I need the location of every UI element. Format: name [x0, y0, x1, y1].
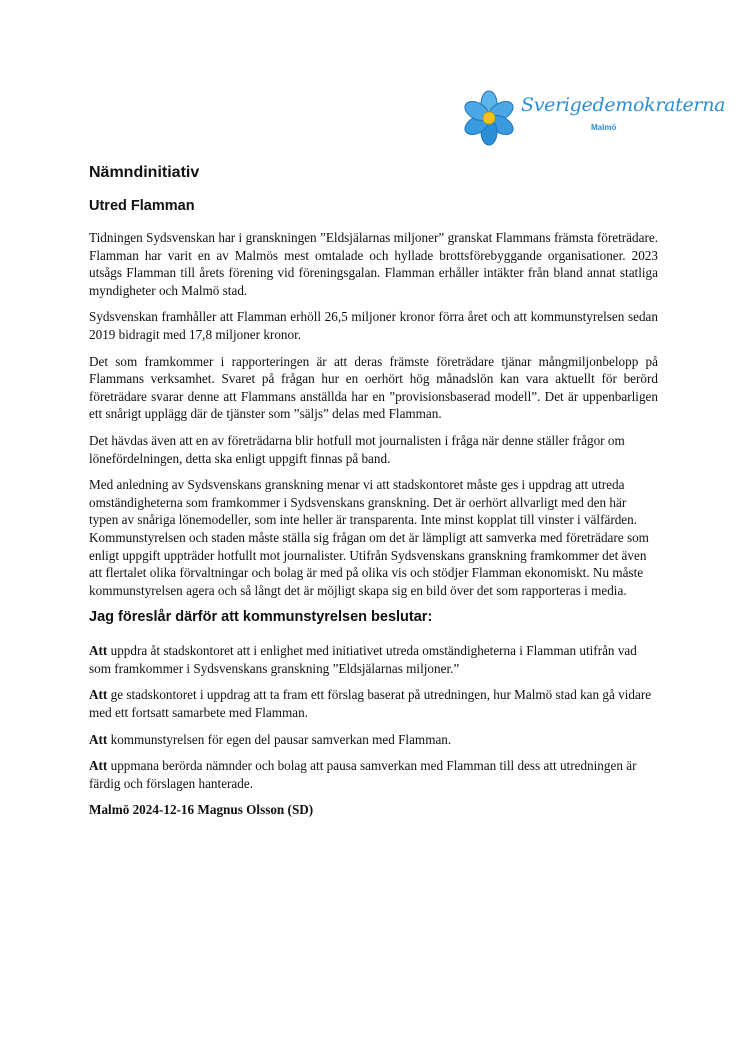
proposal-item	[89, 686, 658, 721]
proposal-text: uppdra åt stadskontoret att i enlighet med initiativet utreda omständigheterna i Flamman utifrån vad som framkommer i Sydsvenskans granskning ”Eldsjälarnas miljoner.”	[89, 643, 637, 676]
proposal-keyword: Att	[89, 643, 108, 659]
proposal-keyword: Att	[89, 758, 108, 774]
signature: Malmö 2024-12-16 Magnus Olsson (SD)	[89, 802, 314, 818]
logo-wordmark: Sverigedemokraterna	[521, 94, 726, 116]
proposal-text: ge stadskontoret i uppdrag att ta fram ett förslag baserat på utredningen, hur Malmö stad kan gå vidare med ett fortsatt samarbete med Flamman.	[89, 687, 652, 721]
party-logo	[459, 88, 726, 148]
logo-subtitle: Malmö	[591, 123, 617, 132]
document-type-title: Nämndinitiativ	[89, 164, 200, 181]
proposal-text: uppmana berörda nämnder och bolag att pausa samverkan med Flamman till dess att utredningen är färdig och förslagen hanterade.	[89, 758, 637, 791]
proposal-keyword: Att	[89, 687, 108, 703]
document-subject: Utred Flamman	[89, 198, 195, 214]
proposal-item	[89, 757, 658, 792]
paragraph: Med anledning av Sydsvenskans granskning menar vi att stadskontoret måste ges i uppdrag att utreda omständigheterna som framkommer i Sydsvenskans granskning. Det är oerhört allvarligt med den här typen av snåriga lönemodeller, som inte heller är transparenta. Inte minst kopplat till vinster i välfärden. Kommunstyrelsen och staden måste ställa sig frågan om det är lämpligt att samverka med företrädare som enligt uppgift uppträder hotfullt mot journalister. Utifrån Sydsvenskans granskning framkommer det även att flertalet olika förvaltningar och bolag är med på olika vis och stödjer Flamman ekonomiskt. Nu måste kommunstyrelsen agera och så långt det är möjligt skapa sig en bild över det som rapporteras i media.	[89, 477, 649, 598]
proposal-item	[89, 642, 658, 677]
paragraph: Tidningen Sydsvenskan har i granskningen ”Eldsjälarnas miljoner” granskat Flammans främsta företrädare. Flamman har varit en av Malmös mest omtalade och hyllade brottsförebyggande organisationer. 2023 utsågs Flamman till årets förening vid föreningsgalan. Flamman erhåller intäkter från bland annat statliga myndigheter och Malmö stad.	[89, 230, 658, 298]
paragraph: Det hävdas även att en av företrädarna blir hotfull mot journalisten i fråga när denne ställer frågor om lönefördelningen, detta ska enligt uppgift finnas på band.	[89, 432, 625, 466]
paragraph: Det som framkommer i rapporteringen är att deras främste företrädare tjänar mångmiljonbelopp på Flammans verksamhet. Svaret på frågan hur en oerhört hög månadslön kan vara aktuellt för berörd företrädare svarar denne att Flammans anställda har en ”provisionsbaserad modell”. Det är uppenbarligen ett snårigt upplägg där de tjänster som ”säljs” delas med Flamman.	[89, 353, 658, 422]
proposal-text: kommunstyrelsen för egen del pausar samverkan med Flamman.	[107, 731, 452, 747]
document-body	[89, 163, 658, 828]
flower-logo-icon	[459, 88, 519, 148]
paragraph: Sydsvenskan framhåller att Flamman erhöll 26,5 miljoner kronor förra året och att kommunstyrelsen sedan 2019 bidragit med 17,8 miljoner kronor.	[89, 309, 658, 342]
proposal-item	[89, 731, 658, 749]
decision-heading: Jag föreslår därför att kommunstyrelsen beslutar:	[89, 609, 433, 626]
proposal-keyword: Att	[89, 731, 108, 747]
